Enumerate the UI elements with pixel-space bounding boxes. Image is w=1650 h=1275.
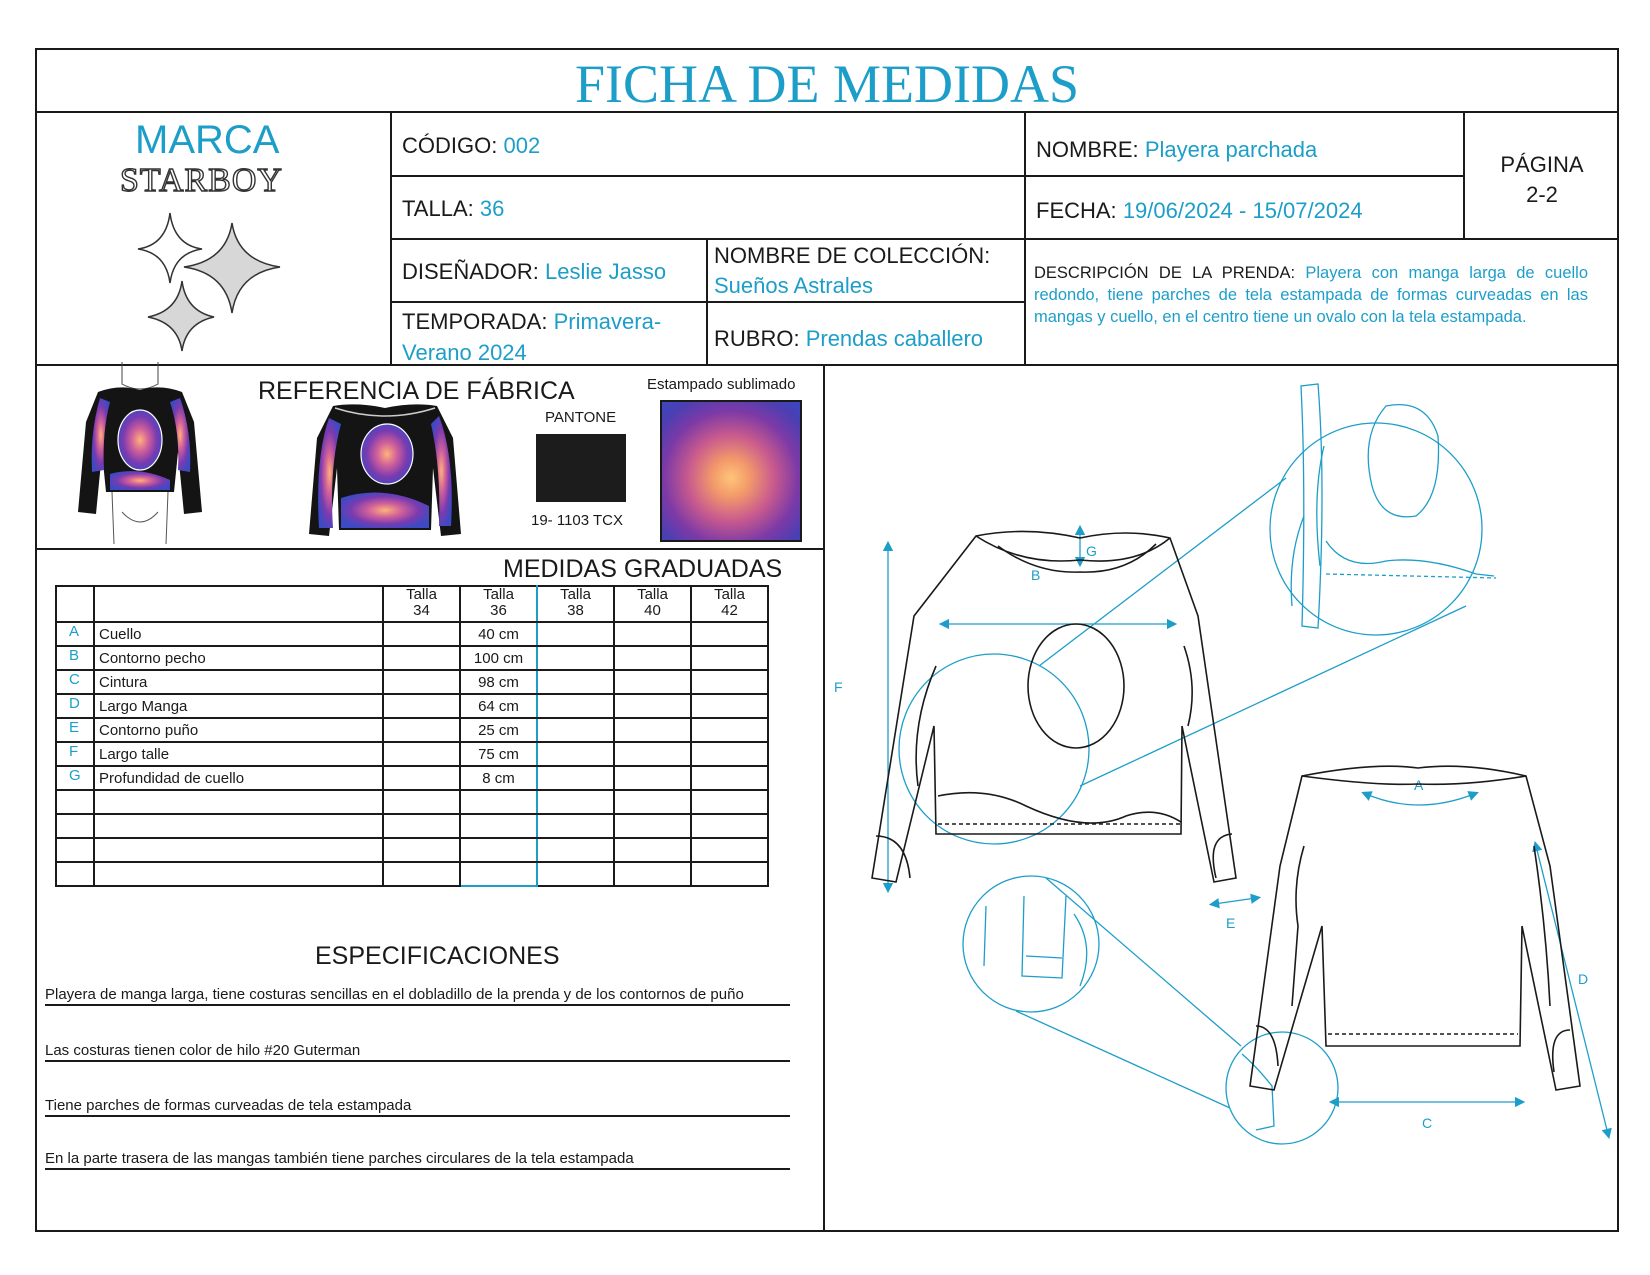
divider — [390, 301, 1024, 303]
dim-label-a: A — [1414, 777, 1424, 793]
code-label: CÓDIGO: — [402, 133, 498, 158]
table-row: C Cintura 98 cm — [56, 670, 768, 694]
page-title: FICHA DE MEDIDAS — [574, 54, 1080, 114]
description-label: DESCRIPCIÓN DE LA PRENDA: — [1034, 264, 1296, 282]
size-header: Talla 38 — [537, 586, 614, 622]
technical-flat-drawing — [826, 366, 1616, 1230]
category-label: RUBRO: — [714, 326, 800, 351]
pantone-label: PANTONE — [545, 409, 617, 426]
specs-title: ESPECIFICACIONES — [315, 942, 560, 970]
designer-label: DISEÑADOR: — [402, 259, 539, 284]
category-value: Prendas caballero — [805, 326, 984, 351]
table-row — [56, 838, 768, 862]
table-row: F Largo talle 75 cm — [56, 742, 768, 766]
size-header: Talla 40 — [614, 586, 691, 622]
dim-label-b: B — [1031, 567, 1041, 583]
table-row: D Largo Manga 64 cm — [56, 694, 768, 718]
spec-line: Playera de manga larga, tiene costuras sencillas en el dobladillo de la prenda y de los contornos de puño — [45, 986, 790, 1006]
brand-label: MARCA — [135, 118, 280, 162]
table-header-row — [56, 586, 768, 622]
divider — [1024, 175, 1463, 177]
description-value: Playera con manga larga de cuello redondo, tiene parches de tela estampada de formas curveadas en las mangas y cuello, en el centro tiene un ovalo con la tela estampada. — [1034, 264, 1589, 326]
pantone-swatch — [536, 434, 626, 502]
fabric-shirt-photo — [305, 398, 465, 544]
spec-line: Las costuras tienen color de hilo #20 Guterman — [45, 1042, 790, 1062]
table-row: B Contorno pecho 100 cm — [56, 646, 768, 670]
dim-label-c: C — [1422, 1115, 1433, 1131]
date-value: 19/06/2024 - 15/07/2024 — [1122, 198, 1363, 223]
page-label: PÁGINA — [1500, 152, 1584, 177]
dim-label-g: G — [1086, 543, 1097, 559]
page-value: 2-2 — [1526, 182, 1558, 207]
name-label: NOMBRE: — [1036, 137, 1139, 162]
divider — [823, 364, 825, 1232]
designer-value: Leslie Jasso — [545, 259, 667, 284]
print-swatch — [660, 400, 802, 542]
table-row: A Cuello 40 cm — [56, 622, 768, 646]
table-row — [56, 862, 768, 886]
divider — [390, 175, 1024, 177]
table-row: E Contorno puño 25 cm — [56, 718, 768, 742]
brand-name: STARBOY — [120, 162, 283, 199]
collection-value: Sueños Astrales — [714, 273, 873, 298]
collection-label: NOMBRE DE COLECCIÓN: — [714, 243, 991, 268]
size-label: TALLA: — [402, 196, 474, 221]
season-value-2: Verano 2024 — [402, 340, 527, 365]
spec-line: Tiene parches de formas curveadas de tela estampada — [45, 1097, 790, 1117]
mannequin-shirt-photo — [70, 362, 210, 548]
divider — [35, 548, 825, 550]
measurements-title: MEDIDAS GRADUADAS — [503, 555, 783, 583]
print-label: Estampado sublimado — [647, 376, 796, 393]
date-label: FECHA: — [1036, 198, 1117, 223]
table-row: G Profundidad de cuello 8 cm — [56, 766, 768, 790]
code-value: 002 — [503, 133, 541, 158]
measurements-table — [55, 585, 769, 887]
season-value-1: Primavera- — [553, 309, 662, 334]
pantone-code: 19- 1103 TCX — [531, 512, 623, 529]
fabric-reference-title: REFERENCIA DE FÁBRICA — [258, 377, 575, 405]
dim-label-e: E — [1226, 915, 1236, 931]
dim-label-f: F — [834, 679, 843, 695]
table-row — [56, 790, 768, 814]
table-row — [56, 814, 768, 838]
name-value: Playera parchada — [1144, 137, 1318, 162]
garment-description — [1034, 262, 1588, 328]
divider — [390, 238, 1619, 240]
dim-label-d: D — [1578, 971, 1589, 987]
size-header: Talla 36 — [460, 586, 537, 622]
season-label: TEMPORADA: — [402, 309, 548, 334]
stars-logo-icon — [130, 205, 290, 355]
spec-line: En la parte trasera de las mangas también tiene parches circulares de la tela estampada — [45, 1150, 790, 1170]
size-header: Talla 34 — [383, 586, 460, 622]
size-header: Talla 42 — [691, 586, 768, 622]
size-value: 36 — [479, 196, 505, 221]
